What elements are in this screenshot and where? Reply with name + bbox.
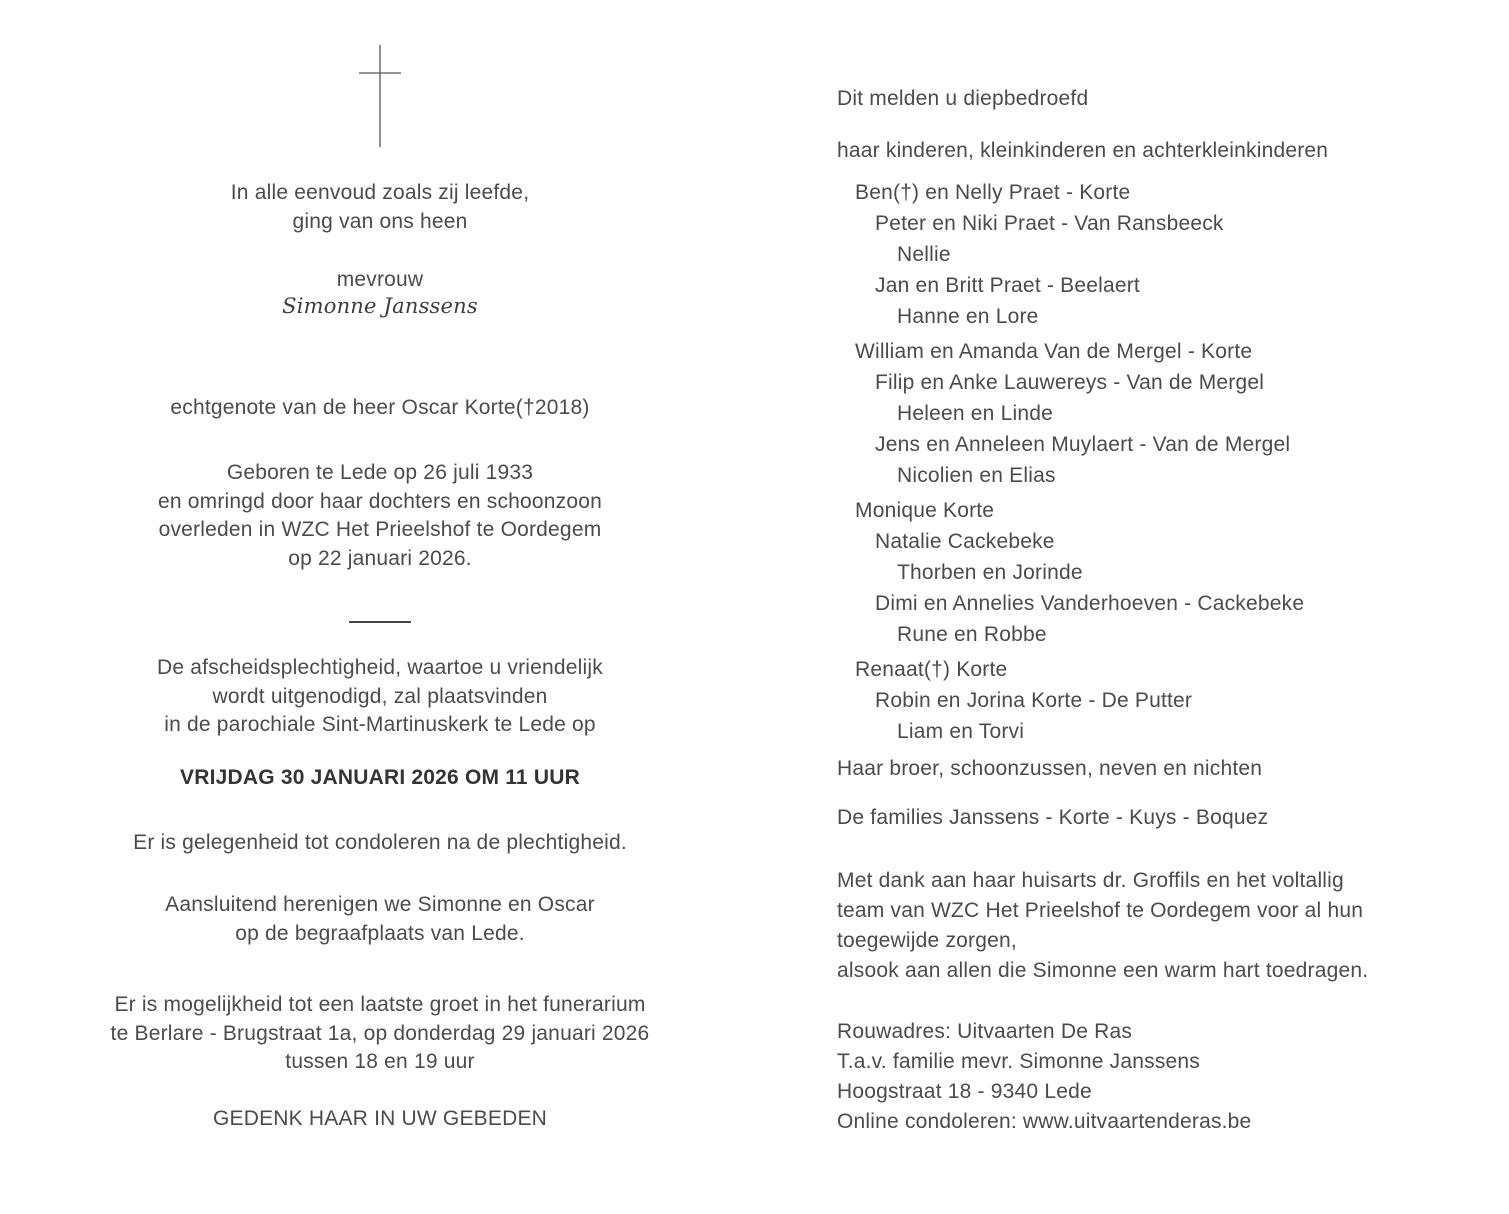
family-member: William en Amanda Van de Mergel - Korte (855, 340, 1253, 363)
memorial-right-page (837, 0, 1487, 1214)
deceased-name: Simonne Janssens (282, 294, 478, 318)
thanks-line: Met dank aan haar huisarts dr. Groffils en het voltallig (837, 869, 1344, 892)
family-member: Hanne en Lore (897, 305, 1039, 328)
address-line: T.a.v. familie mevr. Simonne Janssens (837, 1050, 1200, 1073)
life-line: overleden in WZC Het Prieelshof te Oordegem (158, 518, 602, 541)
mourning-address (837, 1017, 1487, 1137)
family-member: Monique Korte (855, 499, 995, 522)
ceremony-line: in de parochiale Sint-Martinuskerk te Lede op (164, 713, 596, 736)
thanks-line: toegewijde zorgen, (837, 929, 1017, 952)
closing-line: GEDENK HAAR IN UW GEBEDEN (212, 1107, 548, 1130)
cross-icon (35, 45, 725, 152)
family-member: Heleen en Linde (897, 402, 1053, 425)
family-member: Nellie (897, 243, 951, 266)
reunion-note (35, 891, 725, 948)
family-member: Ben(†) en Nelly Praet - Korte (855, 181, 1131, 204)
family-member: Liam en Torvi (897, 720, 1025, 743)
address-line: Online condoleren: www.uitvaartenderas.be (837, 1110, 1252, 1133)
memorial-left-page (35, 0, 725, 1214)
salutation: mevrouw (336, 268, 424, 291)
condolence-line: Er is gelegenheid tot condoleren na de plechtigheid. (133, 831, 627, 854)
family-member: Rune en Robbe (897, 623, 1047, 646)
family-member: Robin en Jorina Korte - De Putter (875, 689, 1193, 712)
family-member: Natalie Cackebeke (875, 530, 1055, 553)
thanks-line: alsook aan allen die Simonne een warm hart toedragen. (837, 959, 1369, 982)
section-divider (35, 610, 725, 628)
family-member: Nicolien en Elias (897, 464, 1056, 487)
epitaph (35, 179, 725, 236)
life-line: en omringd door haar dochters en schoonzoon (157, 489, 603, 513)
thanks-note (837, 866, 1487, 986)
thanks-line: team van WZC Het Prieelshof te Oordegem voor al hun (837, 899, 1364, 922)
relatives-line: Haar broer, schoonzussen, neven en nichten (837, 757, 1263, 780)
address-line: Hoogstraat 18 - 9340 Lede (837, 1080, 1092, 1103)
epitaph-line: In alle eenvoud zoals zij leefde, (230, 181, 530, 204)
family-member: Thorben en Jorinde (897, 561, 1083, 584)
families-line: De families Janssens - Korte - Kuys - Boquez (837, 806, 1269, 829)
ceremony-line: wordt uitgenodigd, zal plaatsvinden (212, 684, 548, 708)
life-dates (35, 459, 725, 573)
reunion-line: op de begraafplaats van Lede. (235, 921, 525, 945)
ceremony-invitation (35, 654, 725, 740)
family-member: Renaat(†) Korte (855, 658, 1008, 681)
life-line: Geboren te Lede op 26 juli 1933 (226, 461, 534, 484)
family-member: Peter en Niki Praet - Van Ransbeeck (875, 212, 1224, 235)
life-line: op 22 januari 2026. (288, 546, 472, 570)
family-member: Jan en Britt Praet - Beelaert (875, 274, 1140, 297)
viewing-line: Er is mogelijkheid tot een laatste groet in het funerarium (114, 993, 646, 1016)
viewing-note (35, 991, 725, 1077)
family-intro: haar kinderen, kleinkinderen en achterkleinkinderen (837, 139, 1329, 162)
spouse-line: echtgenote van de heer Oscar Korte(†2018) (170, 396, 590, 419)
ceremony-line: De afscheidsplechtigheid, waartoe u vriendelijk (157, 656, 603, 679)
viewing-line: te Berlare - Brugstraat 1a, op donderdag 29 januari 2026 (110, 1021, 650, 1045)
epitaph-line: ging van ons heen (292, 209, 468, 233)
family-list (837, 177, 1487, 747)
family-member: Dimi en Annelies Vanderhoeven - Cackebeke (875, 592, 1305, 615)
family-member: Filip en Anke Lauwereys - Van de Mergel (875, 371, 1265, 394)
reunion-line: Aansluitend herenigen we Simonne en Oscar (165, 893, 595, 916)
ceremony-date: VRIJDAG 30 JANUARI 2026 OM 11 UUR (180, 766, 580, 789)
address-line: Rouwadres: Uitvaarten De Ras (837, 1020, 1133, 1043)
viewing-line: tussen 18 en 19 uur (285, 1050, 475, 1073)
family-member: Jens en Anneleen Muylaert - Van de Mergel (875, 433, 1291, 456)
announcement-line: Dit melden u diepbedroefd (837, 87, 1089, 110)
